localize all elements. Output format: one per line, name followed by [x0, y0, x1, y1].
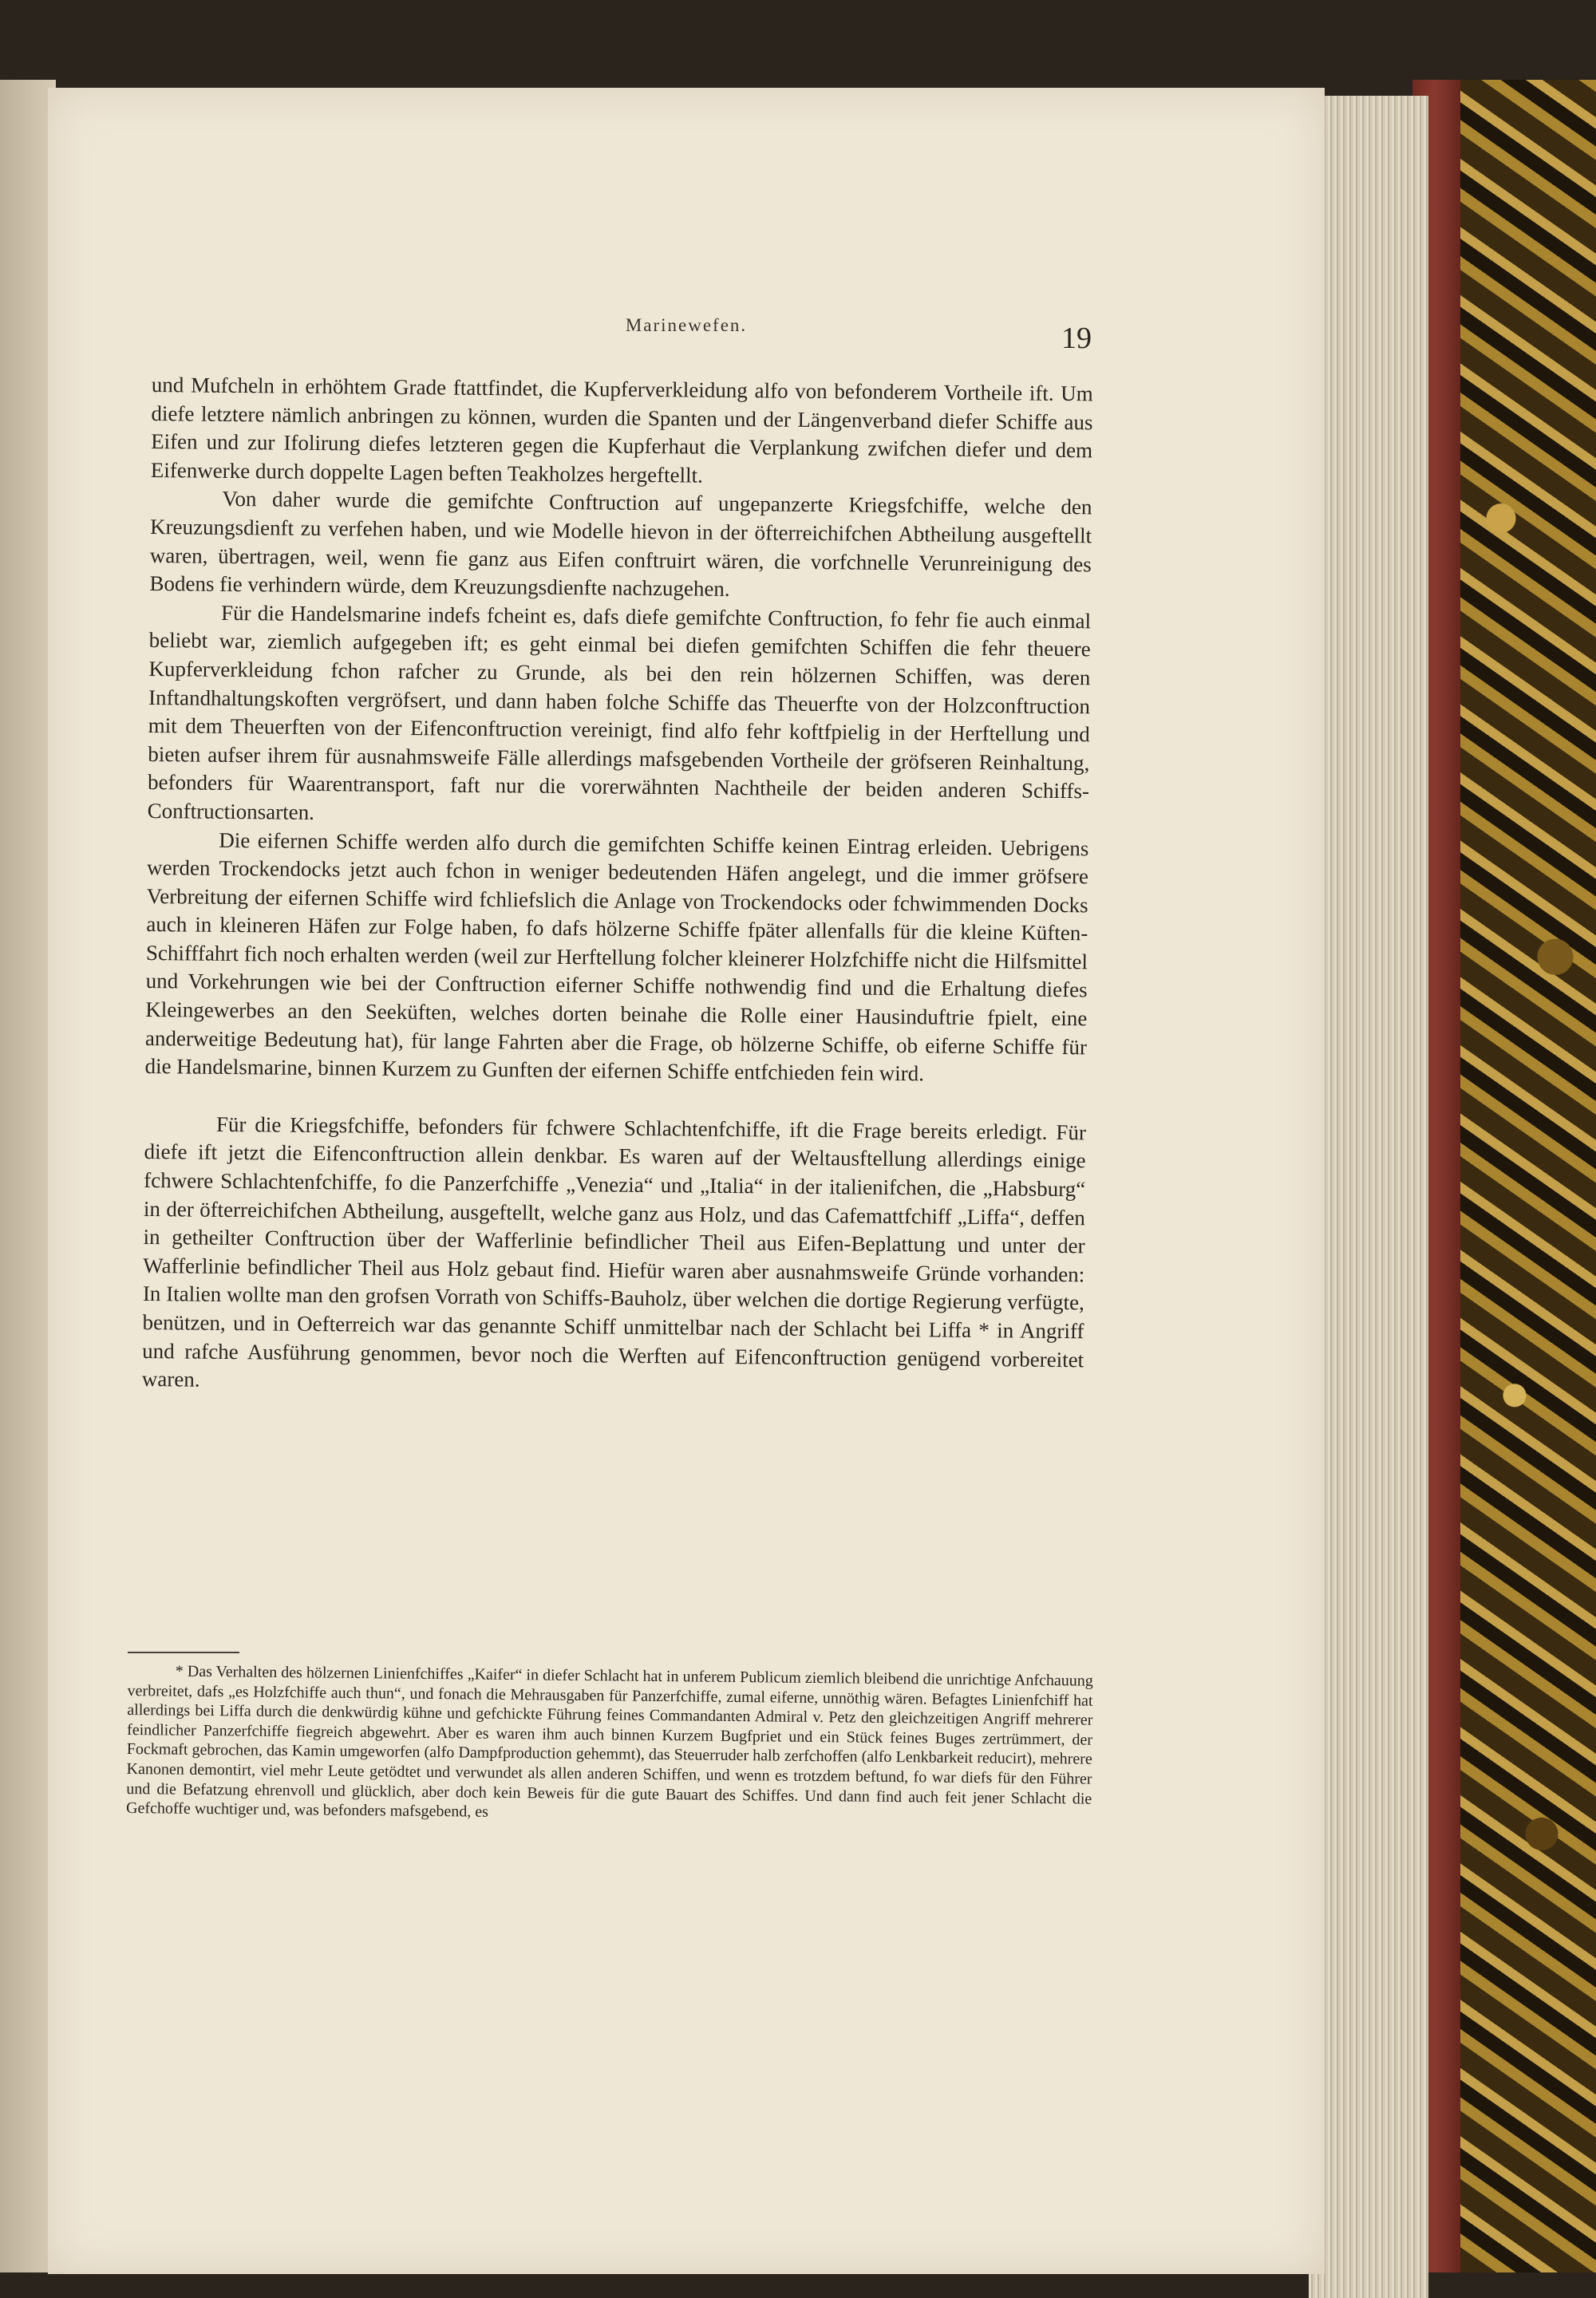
footnote-rule [128, 1652, 239, 1653]
footnote-text: * Das Verhalten des hölzernen Linienfchiffes „Kaifer“ in diefer Schlacht hat in unferem Publicum ziemlich bleibend die unrichtige Anfchauung verbreitet, dafs „es Holzfchiffe auch thun“, und fonach die Mehrausgaben für Panzerfchiffe, zumal eiferne, unnöthig wären. Befagtes Linienfchiff hat allerdings bei Liffa durch die denkwürdig kühne und gefchickte Führung feines Commandanten Admiral v. Petz den gleichzeitigen Angriff mehrerer feindlicher Panzerfchiffe fiegreich abgewehrt. Aber es waren ihm auch binnen Kurzem Bugfpriet und ein Stück feines Buges zertrümmert, der Fockmaft gebrochen, das Kamin umgeworfen (alfo Dampfproduction gehemmt), das Steuerruder halb zerfchoffen (alfo Lenkbarkeit reducirt), mehrere Kanonen demontirt, viel mehr Leute getödtet und verwundet als allen anderen Schiffen, und wenn es trotzdem beftund, fo war diefs für den Führer und die Befatzung ehrenvoll und glücklich, aber doch kein Beweis für die gute Bauart des Schiffes. Und dann find auch feit jener Schlacht die Gefchoffe wuchtiger und, was befonders mafsgebend, es [125, 1662, 1093, 1821]
book-page [48, 88, 1325, 2274]
page-number: 19 [1061, 322, 1092, 355]
paragraph: Die eifernen Schiffe werden alfo durch die gemifchten Schiffe keinen Eintrag erleiden. Uebrigens werden Trockendocks jetzt auch fchon in weniger bedeutenden Häfen angelegt, und die immer gröfsere Verbreitung der eifernen Schiffe wird fchliefslich die Anlage von Trockendocks oder fchwimmenden Docks auch in kleineren Häfen zur Folge haben, fo dafs hölzerne Schiffe fpäter allenfalls für die kleine Küften-Schifffahrt fich noch erhalten werden (weil zur Herftellung folcher kleinerer Holzfchiffe nicht die Hilfsmittel und Vorkehrungen wie bei der Conftruction eiferner Schiffe nothwendig find und die Erhaltung diefes Kleingewerbes an den Seeküften, welches dorten beinahe die Rolle einer Hausinduftrie fpielt, eine anderweitige Bedeutung hat), für lange Fahrten aber die Frage, ob hölzerne Schiffe, ob eiferne Schiffe für die Handelsmarine, binnen Kurzem zu Gunften der eifernen Schiffe entfchieden fein wird. [144, 827, 1089, 1086]
paragraph: Für die Kriegsfchiffe, befonders für fchwere Schlachtenfchiffe, ift die Frage bereits erledigt. Für diefe ift jetzt die Eifenconftruction allein denkbar. Es waren auf der Weltausftellung allerdings einige fchwere Schlachtenfchiffe, fo die Panzerfchiffe „Venezia“ und „Italia“ in der italienifchen, die „Habsburg“ in der öfterreichifchen Abtheilung, ausgeftellt, welche ganz aus Holz, und das Cafemattfchiff „Liffa“, deffen in getheilter Conftruction über der Wafferlinie befindlicher Theil aus Eifen-Beplattung und unter der Wafferlinie befindlicher Theil aus Holz gebaut find. Hiefür waren aber ausnahmsweife Gründe vorhanden: In Italien wollte man den grofsen Vorrath von Schiffs-Bauholz, über welchen die dortige Regierung verfügte, benützen, und in Oefterreich war das genannte Schiff unmittelbar nach der Schlacht bei Liffa * in Angriff und rafche Ausführung genommen, bevor noch die Werften auf Eifenconftruction genügend vorbereitet waren. [141, 1111, 1087, 1392]
paragraph: und Mufcheln in erhöhtem Grade ftattfindet, die Kupferverkleidung alfo von befonderem Vortheile ift. Um diefe letztere nämlich anbringen zu können, wurden die Spanten und der Längenverband diefer Schiffe aus Eifen und zur Ifolirung diefes letzteren gegen die Kupferhaut die Verplankung zwifchen diefer und dem Eifenwerke durch doppelte Lagen beften Teakholzes hergeftellt. [150, 372, 1093, 488]
footnote [126, 1661, 1093, 1828]
page-stack-edges [1309, 96, 1428, 2298]
running-head: Marinewefen. [625, 315, 748, 335]
paragraph: Von daher wurde die gemifchte Conftruction auf ungepanzerte Kriegsfchiffe, welche den Kreuzungsdienft zu verfehen haben, und wie Modelle hievon in der öfterreichifchen Abtheilung ausgeftellt waren, übertragen, weil, wenn fie ganz aus Eifen conftruirt wären, die vorfchnelle Verunreinigung des Bodens fie verhindern würde, dem Kreuzungsdienfte nachzugehen. [149, 487, 1092, 602]
marbled-board [1460, 80, 1596, 2272]
paragraph: Für die Handelsmarine indefs fcheint es, dafs diefe gemifchte Conftruction, fo fehr fie auch einmal beliebt war, ziemlich aufgegeben ift; es geht einmal bei diefen gemifchten Schiffen die fehr theuere Kupferverkleidung fchon rafcher zu Grunde, als bei den rein hölzernen Schiffen, was deren Inftandhaltungskoften vergröfsert, und dann haben folche Schiffe das Theuerfte von der Holzconftruction mit dem Theuerften von der Eifenconftruction vereinigt, find alfo fehr koftfpielig in der Herftellung und bieten aufser ihrem für ausnahmsweife Fälle allerdings mafsgebenden Vortheile der gröfseren Reinhaltung, befonders für Waarentransport, faft nur die vorerwähnten Nachtheile der beiden anderen Schiffs-Conftructionsarten. [147, 600, 1092, 824]
body-text [142, 371, 1093, 1403]
